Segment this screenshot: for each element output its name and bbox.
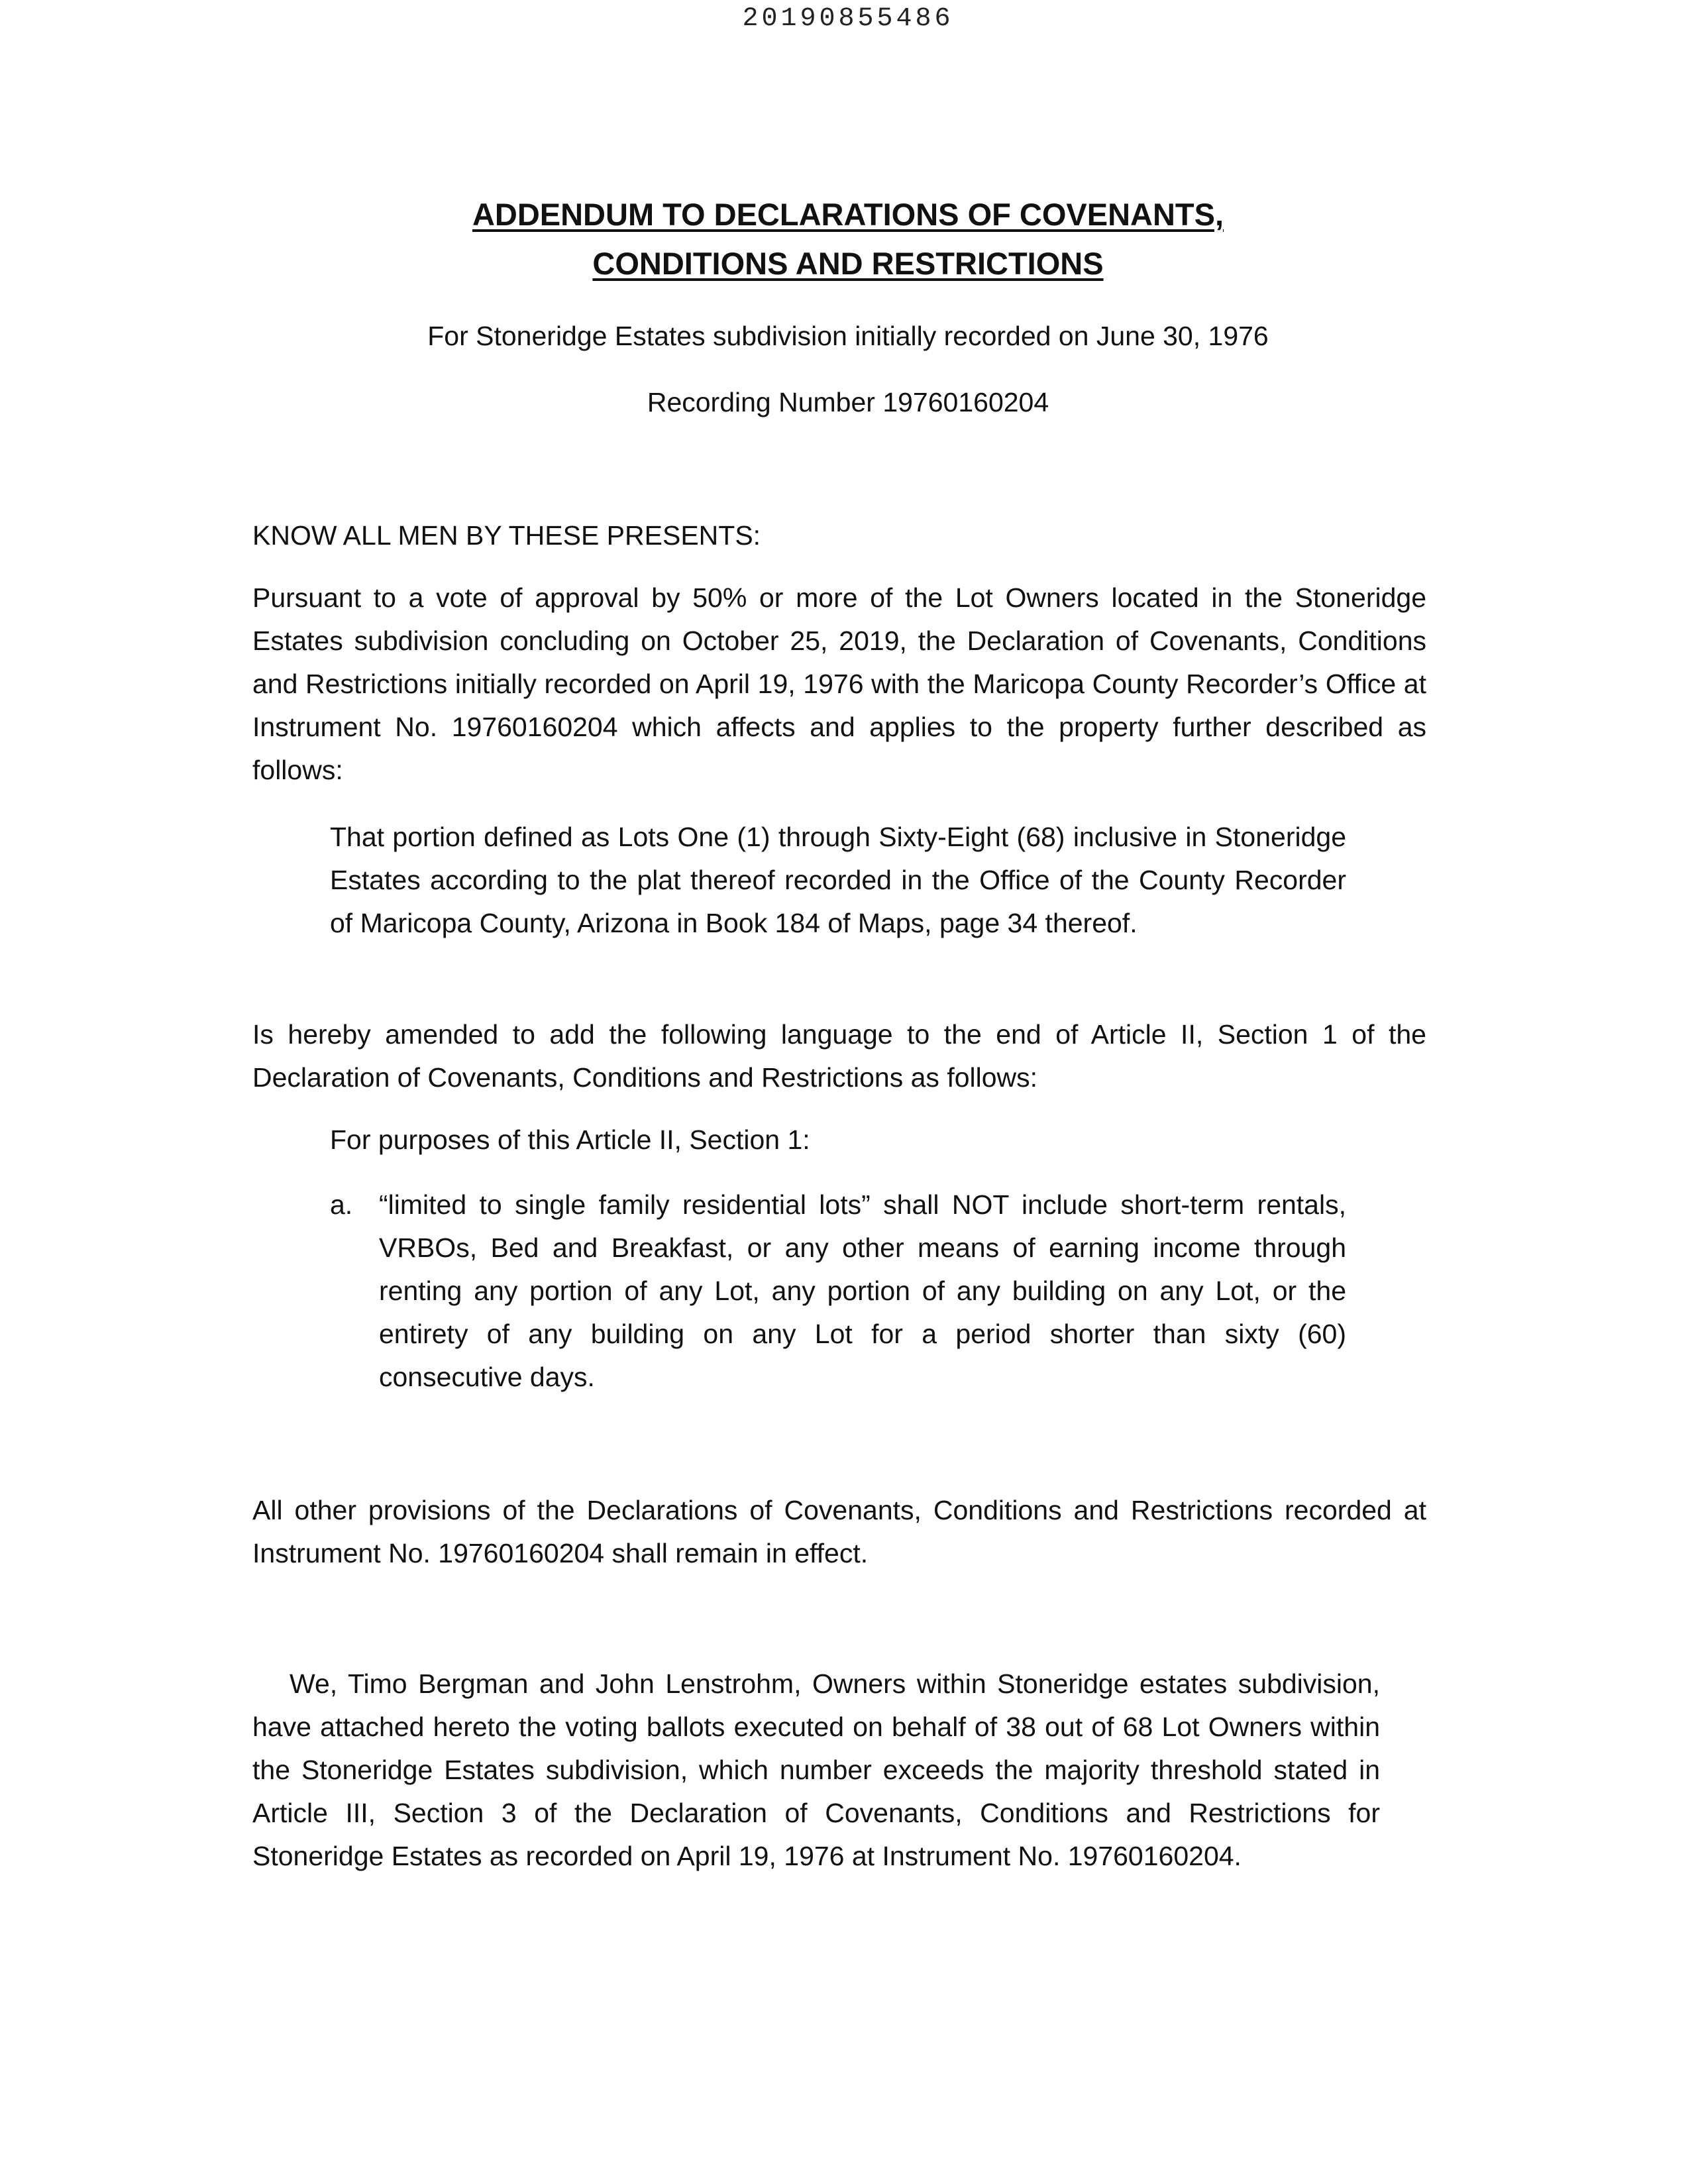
subdivision-recording-line: For Stoneridge Estates subdivision initially recorded on June 30, 1976 xyxy=(427,321,1269,351)
amendment-paragraph: Is hereby amended to add the following language to the end of Article II, Section 1 of the Declaration of Covenants, Conditions and Restrictions as follows: xyxy=(252,1019,1426,1093)
closing-paragraph: We, Timo Bergman and John Lenstrohm, Owners within Stoneridge estates subdivision, have attached hereto the voting ballots executed on behalf of 38 out of 68 Lot Owners within the Stoneridge Estates subdivision, which number exceeds the majority threshold stated in Article III, Section 3 of the Declaration of Covenants, Conditions and Restrictions for Stoneridge Estates as recorded on April 19, 1976 at Instrument No. 19760160204. xyxy=(252,1668,1380,1871)
list-item-marker: a. xyxy=(330,1189,353,1220)
purpose-line: For purposes of this Article II, Section 1: xyxy=(330,1124,810,1155)
intro-heading: KNOW ALL MEN BY THESE PRESENTS: xyxy=(252,520,761,551)
document-title-line-1: ADDENDUM TO DECLARATIONS OF COVENANTS, xyxy=(472,197,1224,232)
document-title-line-2: CONDITIONS AND RESTRICTIONS xyxy=(592,246,1104,281)
other-provisions-paragraph: All other provisions of the Declarations of Covenants, Conditions and Restrictions recorded at Instrument No. 19760160204 shall remain in effect. xyxy=(252,1495,1426,1568)
approval-paragraph: Pursuant to a vote of approval by 50% or more of the Lot Owners located in the Stoneridge Estates subdivision concluding on October 25, 2019, the Declaration of Covenants, Conditions and Restrictions initially recorded on April 19, 1976 with the Maricopa County Recorder’s Office at Instrument No. 19760160204 which affects and applies to the property further described as follows: xyxy=(252,582,1426,785)
recording-number-stamp: 20190855486 xyxy=(742,4,954,34)
recording-number-line: Recording Number 19760160204 xyxy=(647,387,1049,417)
list-item xyxy=(330,1183,1346,1399)
list-item-text: “limited to single family residential lots” shall NOT include short-term rentals, VRBOs, Bed and Breakfast, or any other means of earning income through renting any portion of any Lot, any portion of any building on any Lot, or the entirety of any building on any Lot for a period shorter than sixty (60) consecutive days. xyxy=(379,1189,1346,1392)
property-description: That portion defined as Lots One (1) through Sixty-Eight (68) inclusive in Stoneridge Estates according to the plat thereof recorded in the Office of the County Recorder of Maricopa County, Arizona in Book 184 of Maps, page 34 thereof. xyxy=(330,822,1346,938)
